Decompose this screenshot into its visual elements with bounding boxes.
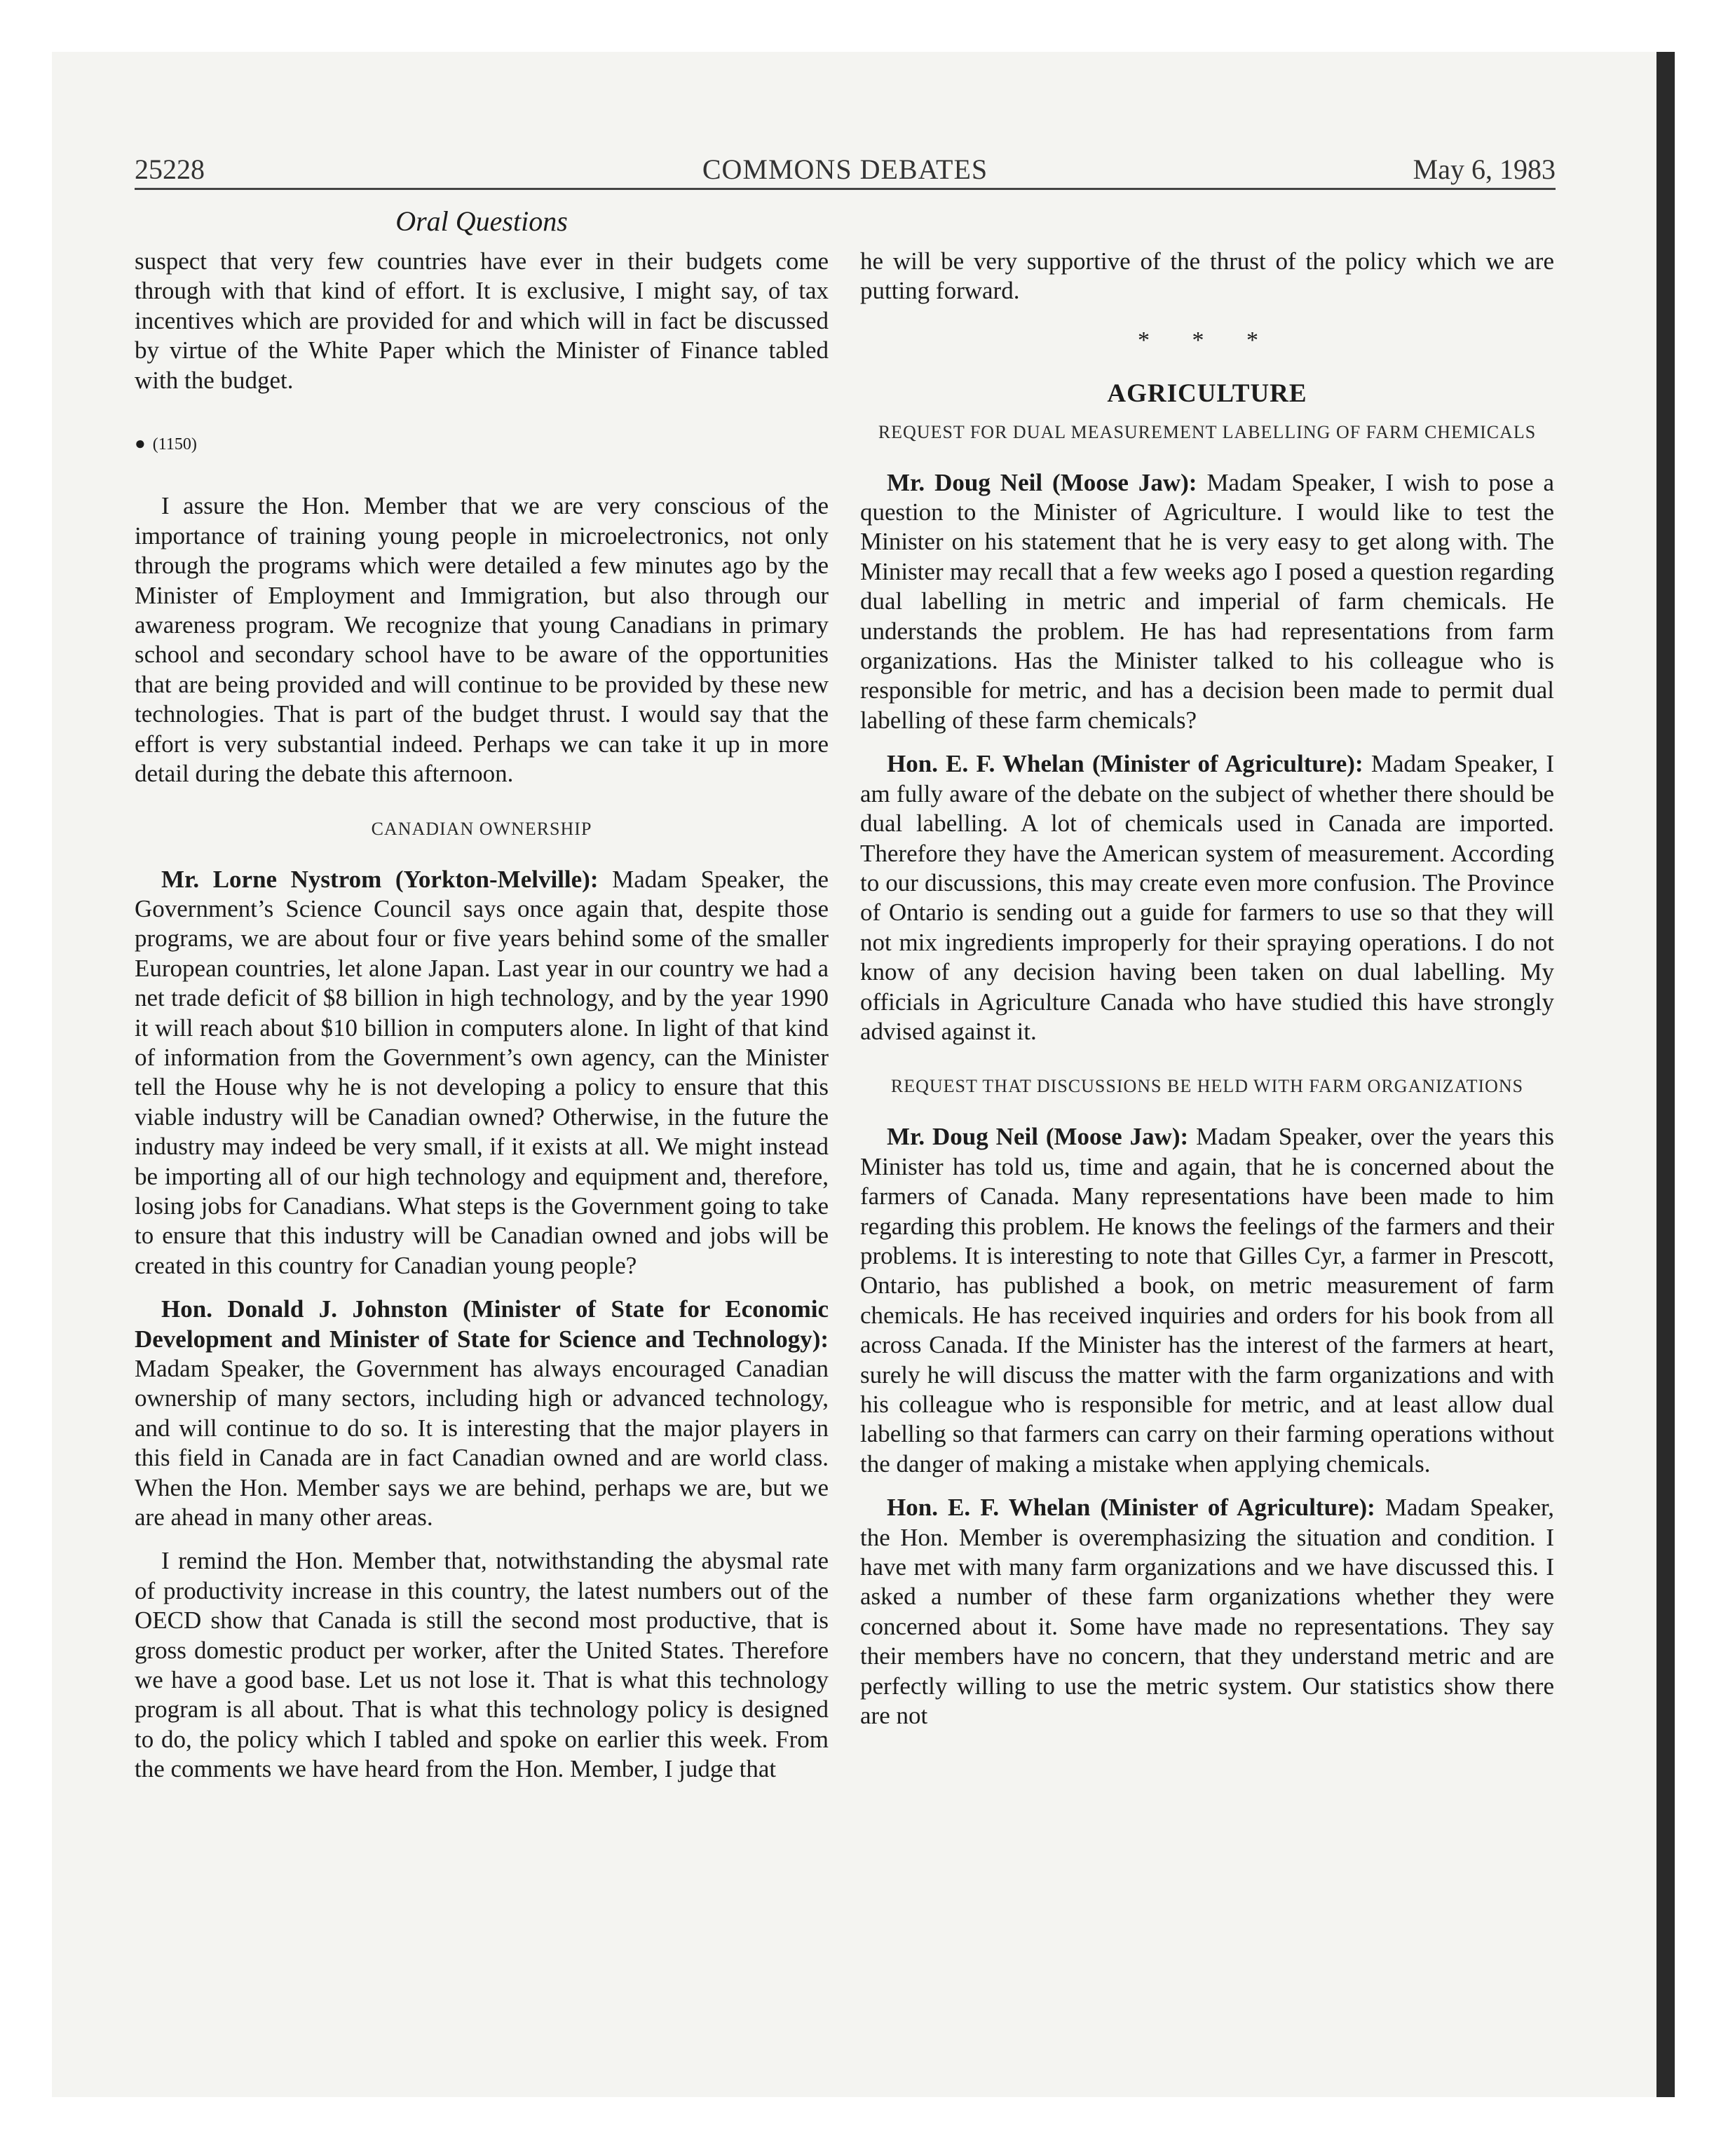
paragraph: I remind the Hon. Member that, notwithstanding the abysmal rate of productivity increase in this country, the latest numbers out of the OECD show that Canada is still the second most productive, that is gross domestic product per worker, after the United States. Therefore we have a good base. Let us not lose it. That is what this technology program is all about. That is what this technology policy is designed to do, the policy which I tabled and spoke on earlier this week. From the comments we have heard from the Hon. Member, I judge that xyxy=(135,1547,829,1783)
speaker-name: Mr. Doug Neil (Moose Jaw): xyxy=(887,468,1197,496)
speech-paragraph xyxy=(860,1122,1554,1479)
speech-paragraph xyxy=(860,468,1554,736)
time-marker xyxy=(135,429,829,459)
section-heading: AGRICULTURE xyxy=(1107,379,1307,409)
subheading: REQUEST THAT DISCUSSIONS BE HELD WITH FARM ORGANIZATIONS xyxy=(890,1076,1524,1097)
speaker-name: Hon. E. F. Whelan (Minister of Agriculture): xyxy=(887,750,1363,778)
speech-paragraph xyxy=(860,749,1554,1046)
paragraph: I assure the Hon. Member that we are very conscious of the importance of training young people in microelectronics, not only through the programs which were detailed a few minutes ago by the Minister of Employment and Immigration, but also through our awareness program. We recognize that young Canadians in primary school and secondary school have to be aware of the opportunities that are being provided and will continue to be provided by these new technologies. That is part of the budget thrust. I would say that the effort is very substantial indeed. Perhaps we can take it up in more detail during the debate this afternoon. xyxy=(135,492,829,788)
page-header xyxy=(135,153,1556,188)
subheading: CANADIAN OWNERSHIP xyxy=(371,818,592,839)
section-title: Oral Questions xyxy=(395,205,568,237)
speech-text: Madam Speaker, over the years this Minister has told us, time and again, that he is concerned about the farmers of Canada. Many representations have been made to him regarding this problem. He knows the feelings of the farmers and their problems. It is interesting to note that Gilles Cyr, a farmer in Prescott, Ontario, has published a book, on metric measurement of farm chemicals. He has received inquiries and orders for his book from all across Canada. If the Minister has the interest of the farmers at heart, surely he will discuss the matter with the farm organizations and with his colleague who is responsible for metric, and at least allow dual labelling so that farmers can carry on their farming operations without the danger of making a mistake when applying chemicals. xyxy=(860,1123,1555,1478)
speaker-name: Hon. E. F. Whelan (Minister of Agriculture): xyxy=(887,1494,1375,1522)
speech-text: Madam Speaker, the Government has always encouraged Canadian ownership of many sectors, including high or advanced technology, and will continue to do so. It is interesting that the major players in this field in Canada are in fact Canadian owned and are world class. When the Hon. Member says we are behind, perhaps we are, but we are ahead in many other areas. xyxy=(135,1355,829,1531)
speaker-name: Mr. Lorne Nystrom (Yorkton-Melville): xyxy=(161,865,599,893)
bullet-icon: ● xyxy=(135,433,146,454)
speech-text: Madam Speaker, the Hon. Member is overemphasizing the situation and condition. I have met with many farm organizations and we have discussed this. I asked a number of these farm organizations whether they were concerned about it. Some have made no representations. They say their members have no concern, that they understand metric and are perfectly willing to use the metric system. Our statistics show there are not xyxy=(860,1494,1554,1730)
speech-text: Madam Speaker, I am fully aware of the debate on the subject of whether there should be dual labelling. A lot of chemicals used in Canada are imported. Therefore they have the American system of measurement. According to our discussions, this may create even more confusion. The Province of Ontario is sending out a guide for farmers to use so that they will not mix ingredients improperly for their spraying operations. I do not know of any decision having been taken on dual labelling. My officials in Agriculture Canada who have studied this have strongly advised against it. xyxy=(860,750,1554,1045)
publication-title: COMMONS DEBATES xyxy=(702,153,988,185)
speaker-name: Hon. Donald J. Johnston (Minister of State for Economic Development and Minister of State for Science and Technology): xyxy=(135,1295,829,1353)
section-separator: * * * xyxy=(1138,327,1277,353)
speaker-name: Mr. Doug Neil (Moose Jaw): xyxy=(887,1123,1189,1151)
speech-text: Madam Speaker, the Government’s Science Council says once again that, despite those programs, we are about four or five years behind some of the smaller European countries, let alone Japan. Last year in our country we had a net trade deficit of $8 billion in high technology, and by the year 1990 it will reach about $10 billion in computers alone. In light of that kind of information from the Government’s own agency, can the Minister tell the House why he is not developing a policy to ensure that this viable industry will be Canadian owned? Otherwise, in the future the industry may indeed be very small, if it exists at all. We might instead be importing all of our high technology and equipment and, therefore, losing jobs for Canadians. What steps is the Government going to take to ensure that this industry will be Canadian owned and jobs will be created in this country for Canadian young people? xyxy=(135,865,829,1279)
scan-edge-shadow xyxy=(1656,52,1675,2097)
right-column xyxy=(860,247,1554,1745)
time-marker-text: (1150) xyxy=(152,435,197,454)
publication-date: May 6, 1983 xyxy=(1413,153,1556,185)
speech-paragraph xyxy=(135,1295,829,1532)
header-rule xyxy=(135,188,1556,190)
speech-paragraph xyxy=(860,1493,1554,1731)
left-column xyxy=(135,247,829,1799)
speech-paragraph xyxy=(135,865,829,1281)
page-number: 25228 xyxy=(135,153,205,185)
paragraph: suspect that very few countries have ever in their budgets come through with that kind of effort. It is exclusive, I might say, of tax incentives which are provided for and which will in fact be discussed by virtue of the White Paper which the Minister of Finance tabled with the budget. xyxy=(135,247,829,394)
subheading: REQUEST FOR DUAL MEASUREMENT LABELLING OF FARM CHEMICALS xyxy=(878,421,1537,442)
paragraph: he will be very supportive of the thrust of the policy which we are putting forward. xyxy=(860,247,1554,305)
speech-text: Madam Speaker, I wish to pose a question to the Minister of Agriculture. I would like to test the Minister on his statement that he is very easy to get along with. The Minister may recall that a few weeks ago I posed a question regarding dual labelling in metric and imperial of farm chemicals. He understands the problem. He has had representations from farm organizations. Has the Minister talked to his colleague who is responsible for metric, and has a decision been made to permit dual labelling of these farm chemicals? xyxy=(860,468,1554,734)
